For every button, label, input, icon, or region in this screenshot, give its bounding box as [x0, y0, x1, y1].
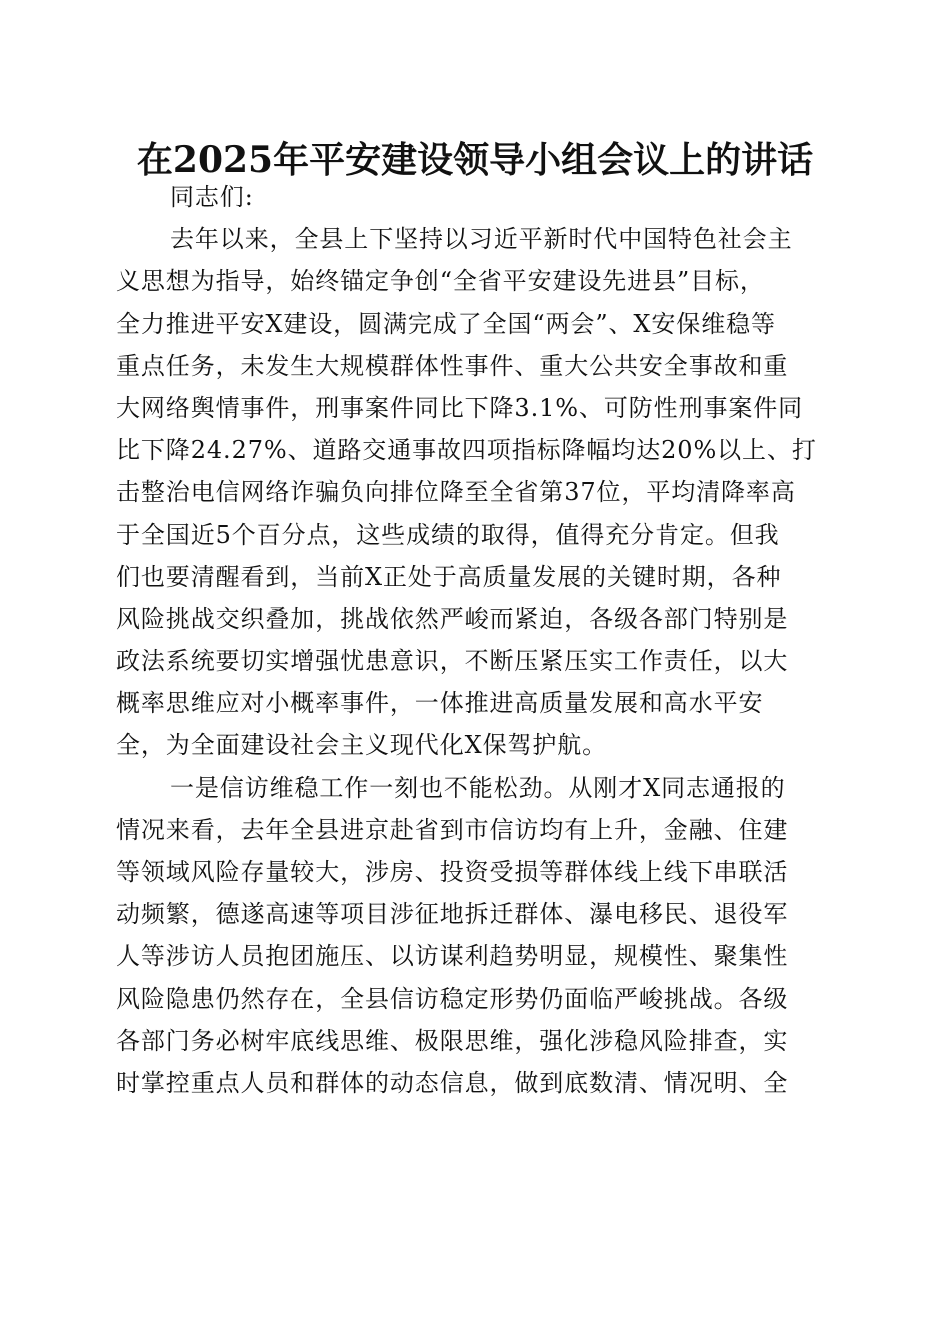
document-title: 在2025年平安建设领导小组会议上的讲话	[136, 139, 814, 181]
paragraph-line: 风险隐患仍然存在，全县信访稳定形势仍面临严峻挑战。各级	[116, 984, 789, 1013]
paragraph-line: 重点任务，未发生大规模群体性事件、重大公共安全事故和重	[116, 351, 789, 380]
paragraph-line: 去年以来，全县上下坚持以习近平新时代中国特色社会主	[170, 225, 793, 254]
document-body	[116, 176, 816, 1104]
paragraph-2	[116, 767, 816, 1105]
paragraph-line: 全力推进平安X建设，圆满完成了全国“两会”、X安保维稳等	[116, 309, 776, 338]
paragraph-line: 人等涉访人员抱团施压、以访谋利趋势明显，规模性、聚集性	[116, 942, 789, 971]
paragraph-line: 情况来看，去年全县进京赴省到市信访均有上升，金融、住建	[116, 815, 789, 844]
paragraph-line: 于全国近5个百分点，这些成绩的取得，值得充分肯定。但我	[116, 520, 780, 549]
paragraph-line: 全，为全面建设社会主义现代化X保驾护航。	[116, 731, 608, 760]
paragraph-line: 动频繁，德遂高速等项目涉征地拆迁群体、瀑电移民、退役军	[116, 900, 789, 929]
paragraph-line: 风险挑战交织叠加，挑战依然严峻而紧迫，各级各部门特别是	[116, 604, 789, 633]
paragraph-line: 击整治电信网络诈骗负向排位降至全省第37位，平均清降率高	[116, 478, 796, 507]
paragraph-line: 比下降24.27%、道路交通事故四项指标降幅均达20%以上、打	[116, 436, 817, 465]
paragraph-line: 们也要清醒看到，当前X正处于高质量发展的关键时期，各种	[116, 562, 782, 591]
paragraph-line: 义思想为指导，始终锚定争创“全省平安建设先进县”目标，	[116, 267, 765, 296]
paragraph-line: 政法系统要切实增强忧患意识，不断压紧压实工作责任，以大	[116, 647, 789, 676]
paragraph-line: 等领域风险存量较大，涉房、投资受损等群体线上线下串联活	[116, 858, 789, 886]
paragraph-1	[116, 218, 816, 766]
paragraph-line: 一是信访维稳工作一刻也不能松劲。从刚才X同志通报的	[170, 773, 786, 802]
paragraph-line: 时掌控重点人员和群体的动态信息，做到底数清、情况明、全	[116, 1068, 789, 1097]
salutation: 同志们:	[170, 183, 254, 211]
paragraph-line: 大网络舆情事件，刑事案件同比下降3.1%、可防性刑事案件同	[116, 393, 804, 422]
paragraph-line: 各部门务必树牢底线思维、极限思维，强化涉稳风险排查，实	[116, 1026, 789, 1055]
paragraph-line: 概率思维应对小概率事件，一体推进高质量发展和高水平安	[116, 689, 764, 718]
